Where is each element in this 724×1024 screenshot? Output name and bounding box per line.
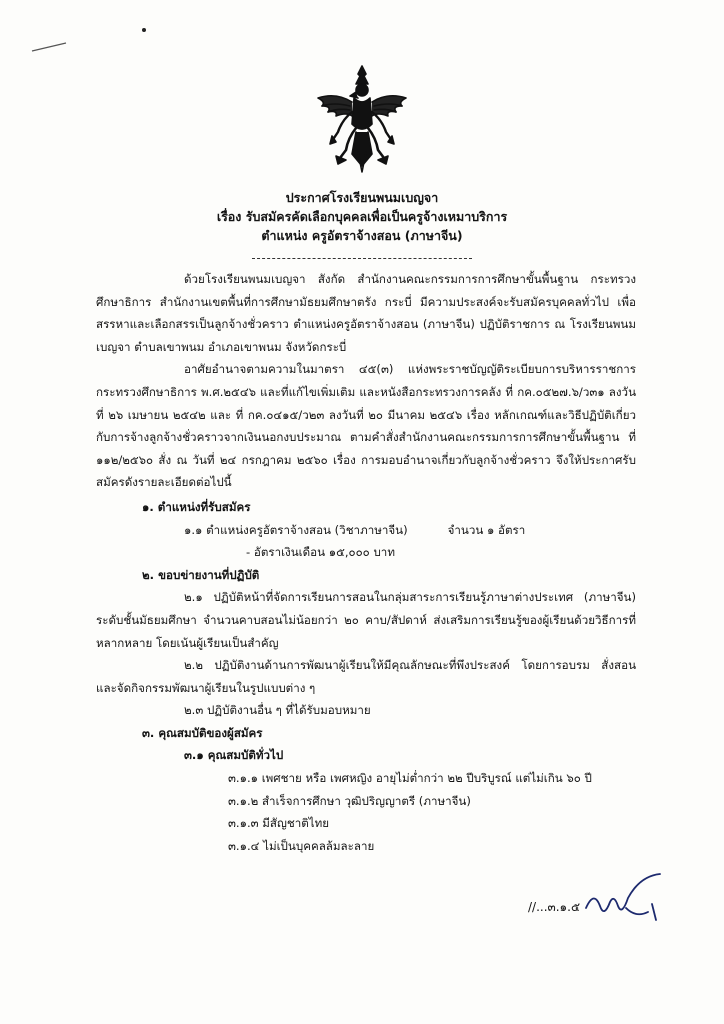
announcement-title-block [0, 188, 724, 245]
qualification-item: ๓.๑.๒ สำเร็จการศึกษา วุฒิปริญญาตรี (ภาษาจีน) [228, 793, 471, 808]
section-2-item-2: ๒.๒ ปฏิบัติงานด้านการพัฒนาผู้เรียนให้มีคุณลักษณะที่พึงประสงค์ โดยการอบรม สั่งสอน และจัดกิจกรรมพัฒนาผู้เรียนในรูปแบบต่าง ๆ [96, 658, 636, 695]
title-divider [252, 258, 472, 259]
position-amount: จำนวน ๑ อัตรา [447, 522, 526, 537]
intro-paragraph-1: ด้วยโรงเรียนพนมเบญจา สังกัด สำนักงานคณะกรรมการการศึกษาขั้นพื้นฐาน กระทรวงศึกษาธิการ สำนักงานเขตพื้นที่การศึกษามัธยมศึกษาตรัง กระบี่ มีความประสงค์จะรับสมัครบุคคลทั่วไป เพื่อสรรหาและเลือกสรรเป็นลูกจ้างชั่วคราว ตำแหน่งครูอัตราจ้างสอน (ภาษาจีน) ปฏิบัติราชการ ณ โรงเรียนพนมเบญจา ตำบลเขาพนม อำเภอเขาพนม จังหวัดกระบี่ [96, 272, 636, 354]
announcement-subject: เรื่อง รับสมัครคัดเลือกบุคคลเพื่อเป็นครูจ้างเหมาบริการ [216, 209, 508, 224]
salary-line: - อัตราเงินเดือน ๑๕,๐๐๐ บาท [246, 545, 395, 560]
garuda-emblem-icon [306, 62, 418, 174]
intro-paragraph-2: อาศัยอำนาจตามความในมาตรา ๔๕(๓) แห่งพระราชบัญญัติระเบียบการบริหารราชการกระทรวงศึกษาธิการ พ.ศ.๒๕๔๖ และที่แก้ไขเพิ่มเติม และหนังสือกระทรวงการคลัง ที่ กค.๐๕๒๗.๖/ว๓๑ ลงวันที่ ๒๖ เมษายน ๒๕๔๒ และ ที่ กค.๐๔๑๕/ว๒๓ ลงวันที่ ๒๐ มีนาคม ๒๕๔๖ เรื่อง หลักเกณฑ์และวิธีปฏิบัติเกี่ยวกับการจ้างลูกจ้างชั่วคราวจากเงินนอกงบประมาณ ตามคำสั่งสำนักงานคณะกรรมการการศึกษาขั้นพื้นฐาน ที่ ๑๑๒/๒๕๖๐ สั่ง ณ วันที่ ๒๔ กรกฎาคม ๒๕๖๐ เรื่อง การมอบอำนาจเกี่ยวกับลูกจ้างชั่วคราว จึงให้ประกาศรับสมัครดังรายละเอียดต่อไปนี้ [96, 362, 636, 490]
announcement-issuer: ประกาศโรงเรียนพนมเบญจา [285, 190, 439, 205]
announcement-body [96, 268, 636, 857]
section-3-sub-heading: ๓.๑ คุณสมบัติทั่วไป [184, 748, 284, 763]
announcement-position: ตำแหน่ง ครูอัตราจ้างสอน (ภาษาจีน) [261, 228, 463, 243]
pen-stroke-mark [30, 40, 70, 54]
section-3-heading: ๓. คุณสมบัติของผู้สมัคร [142, 725, 263, 740]
qualification-item: ๓.๑.๓ มีสัญชาติไทย [228, 816, 330, 831]
ink-dot [142, 28, 146, 32]
section-1-heading: ๑. ตำแหน่งที่รับสมัคร [142, 499, 251, 514]
continuation-marker: //...๓.๑.๕ [528, 900, 581, 914]
qualification-item: ๓.๑.๑ เพศชาย หรือ เพศหญิง อายุไม่ต่ำกว่า ๒๒ ปีบริบูรณ์ แต่ไม่เกิน ๖๐ ปี [228, 771, 592, 786]
section-2-item-3: ๒.๓ ปฏิบัติงานอื่น ๆ ที่ได้รับมอบหมาย [184, 703, 371, 718]
position-name: ๑.๑ ตำแหน่งครูอัตราจ้างสอน (วิชาภาษาจีน) [184, 522, 408, 537]
qualification-item: ๓.๑.๔ ไม่เป็นบุคคลล้มละลาย [228, 838, 375, 853]
section-2-heading: ๒. ขอบข่ายงานที่ปฏิบัติ [142, 567, 260, 582]
section-1-item [96, 519, 636, 542]
section-2-item-1: ๒.๑ ปฏิบัติหน้าที่จัดการเรียนการสอนในกลุ่มสาระการเรียนรู้ภาษาต่างประเทศ (ภาษาจีน) ระดับชั้นมัธยมศึกษา จำนวนคาบสอนไม่น้อยกว่า ๒๐ คาบ/สัปดาห์ ส่งเสริมการเรียนรู้ของผู้เรียนด้วยวิธีการที่หลากหลาย โดยเน้นผู้เรียนเป็นสำคัญ [96, 590, 636, 650]
